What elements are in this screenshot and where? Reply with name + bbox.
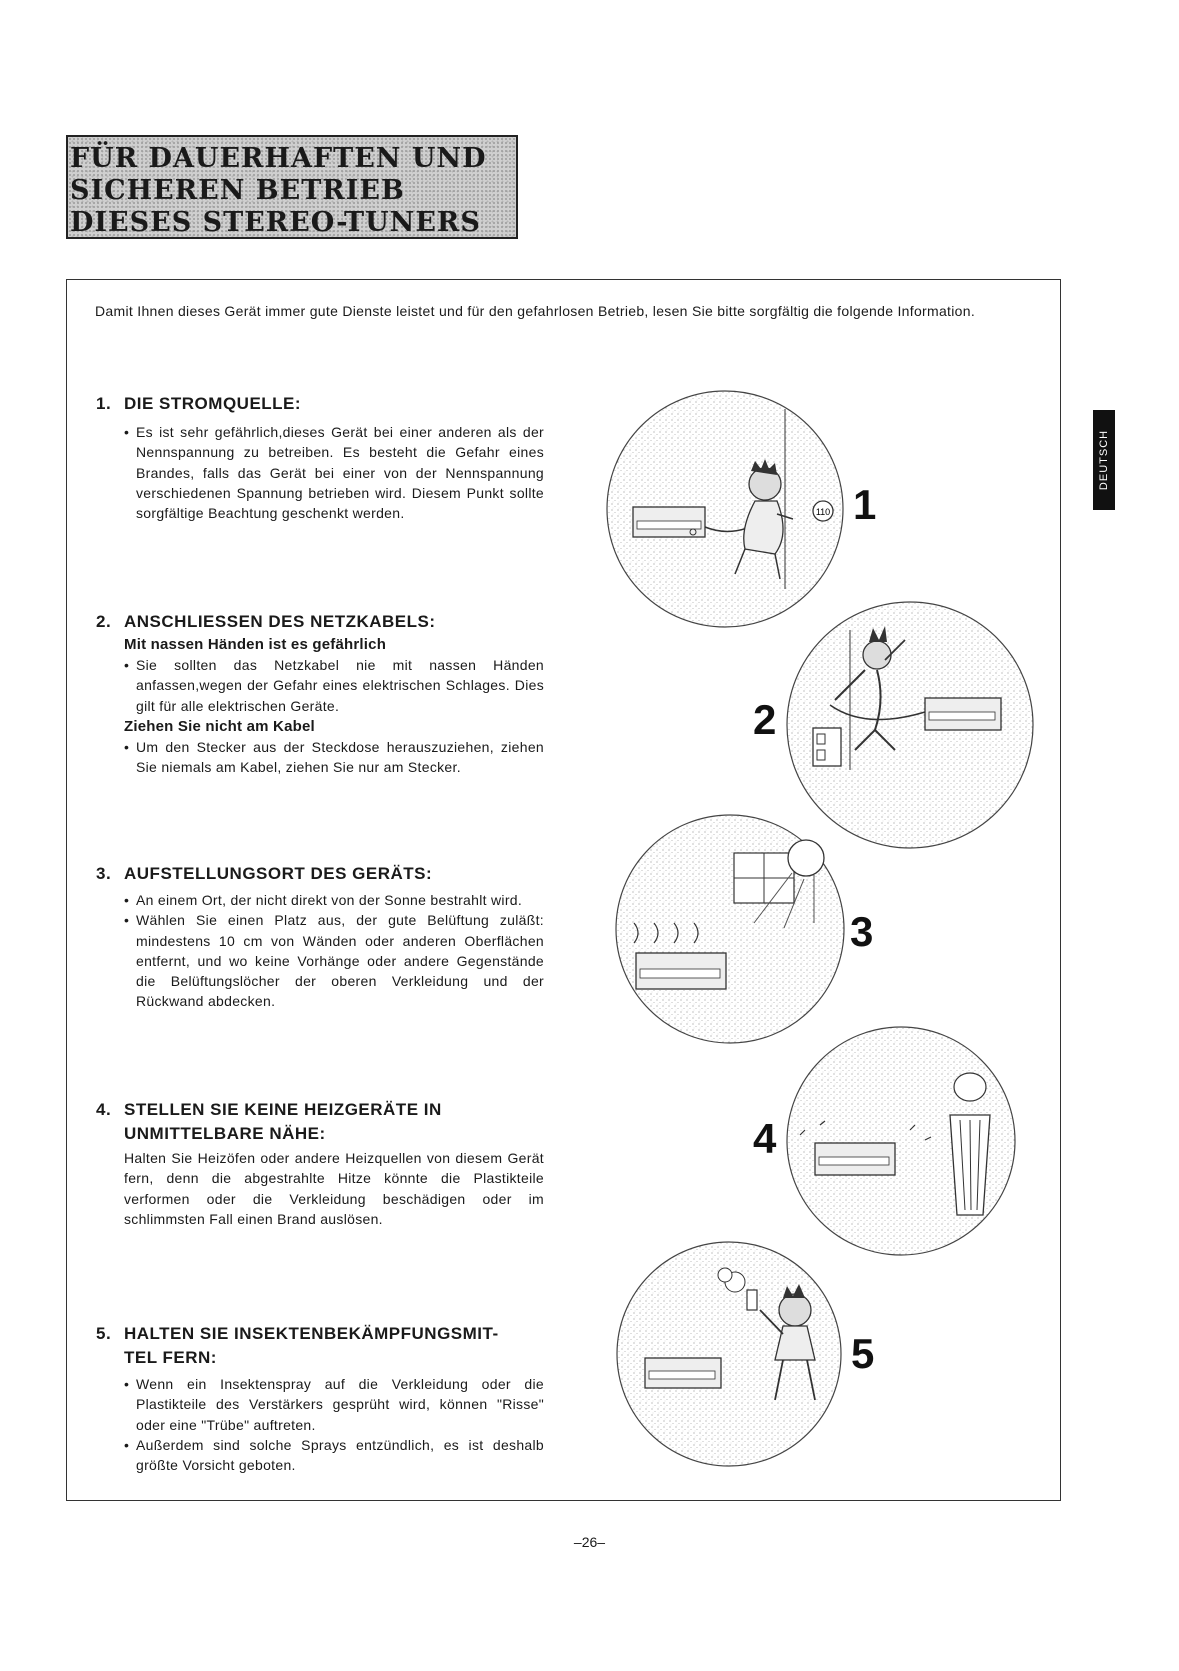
section-heading: DIE STROMQUELLE:	[124, 394, 302, 413]
illustration-number: 5	[851, 1330, 875, 1377]
illustration-heater	[785, 1025, 1017, 1257]
section-heading-cont: TEL FERN:	[124, 1348, 217, 1367]
section-1	[96, 392, 544, 523]
section-2	[96, 610, 544, 777]
section-title	[96, 1098, 544, 1146]
section-heading-cont: UNMITTELBARE NÄHE:	[124, 1124, 326, 1143]
section-title	[96, 392, 544, 416]
section-number: 4.	[96, 1100, 112, 1119]
illustration-number: 3	[850, 908, 874, 955]
intro-text: Damit Ihnen dieses Gerät immer gute Dienste leistet und für den gefahrlosen Betrieb, lesen Sie bitte sorgfältig die folgende Information.	[95, 303, 976, 319]
section-heading: STELLEN SIE KEINE HEIZGERÄTE IN	[124, 1100, 442, 1119]
illustration-placement	[614, 813, 846, 1045]
language-tab	[1093, 410, 1115, 510]
bullet-item: • An einem Ort, der nicht direkt von der Sonne bestrahlt wird.	[124, 890, 544, 910]
page-number: –26–	[573, 1534, 606, 1550]
subheading: Ziehen Sie nicht am Kabel	[124, 717, 315, 735]
section-title	[96, 862, 544, 886]
section-5	[96, 1322, 544, 1475]
bullet-item: • Sie sollten das Netzkabel nie mit nassen Händen anfassen,wegen der Gefahr eines elektrischen Schlages. Dies gilt für alle elektrischen Geräte.	[124, 655, 544, 716]
title-line-3: DIESES STEREO-TUNERS	[70, 207, 481, 238]
language-tab-label: DEUTSCH	[1098, 429, 1111, 491]
illustration-insect-spray	[615, 1240, 843, 1468]
illustration-voltage	[605, 389, 845, 629]
section-heading: ANSCHLIESSEN DES NETZKABELS:	[124, 612, 436, 631]
section-heading: HALTEN SIE INSEKTENBEKÄMPFUNGSMIT-	[124, 1324, 499, 1343]
page-title	[66, 135, 518, 239]
section-3	[96, 862, 544, 1012]
illustration-number: 2	[753, 696, 777, 743]
title-line-1: FÜR DAUERHAFTEN UND	[70, 143, 487, 174]
section-4	[96, 1098, 544, 1229]
section-paragraph: Halten Sie Heizöfen oder andere Heizquellen von diesem Gerät fern, denn die abgestrahlte Hitze könnte die Plastikteile verformen oder die Verkleidung beschädigen oder im schlimmsten Fall einen Brand auslösen.	[124, 1150, 544, 1227]
section-number: 5.	[96, 1324, 112, 1343]
illustration-number: 1	[853, 481, 877, 528]
bullet-item: • Es ist sehr gefährlich,dieses Gerät bei einer anderen als der Nennspannung zu betreiben. Es besteht die Gefahr eines Brandes, falls das Gerät bei einer von der Nennspannung verschiedenen Spannung betrieben wird. Diesem Punkt sollte sorgfältige Beachtung geschenkt werden.	[124, 422, 544, 523]
bullet-item: • Wenn ein Insektenspray auf die Verkleidung oder die Plastikteile des Verstärkers gesprüht wird, können "Risse" oder eine "Trübe" auftreten.	[124, 1374, 544, 1435]
illustration-number: 4	[753, 1115, 777, 1162]
bullet-item: • Um den Stecker aus der Steckdose herauszuziehen, ziehen Sie niemals am Kabel, ziehen Sie nur am Stecker.	[124, 737, 544, 778]
section-number: 2.	[96, 612, 112, 631]
bullet-item: • Außerdem sind solche Sprays entzündlich, es ist deshalb größte Vorsicht geboten.	[124, 1435, 544, 1476]
title-line-2: SICHEREN BETRIEB	[70, 175, 405, 206]
section-heading: AUFSTELLUNGSORT DES GERÄTS:	[124, 864, 433, 883]
section-title	[96, 1322, 544, 1370]
bullet-item: • Wählen Sie einen Platz aus, der gute Belüftung zuläßt: mindestens 10 cm von Wänden oder anderen Oberflächen entfernt, und wo keine Vorhänge oder andere Gegenstände die Belüftungslöcher der oberen Verkleidung und der Rückwand abdecken.	[124, 910, 544, 1011]
section-title	[96, 610, 544, 634]
section-number: 3.	[96, 864, 112, 883]
subheading: Mit nassen Händen ist es gefährlich	[124, 636, 387, 653]
outlet-label: 110	[815, 507, 831, 517]
section-number: 1.	[96, 394, 112, 413]
